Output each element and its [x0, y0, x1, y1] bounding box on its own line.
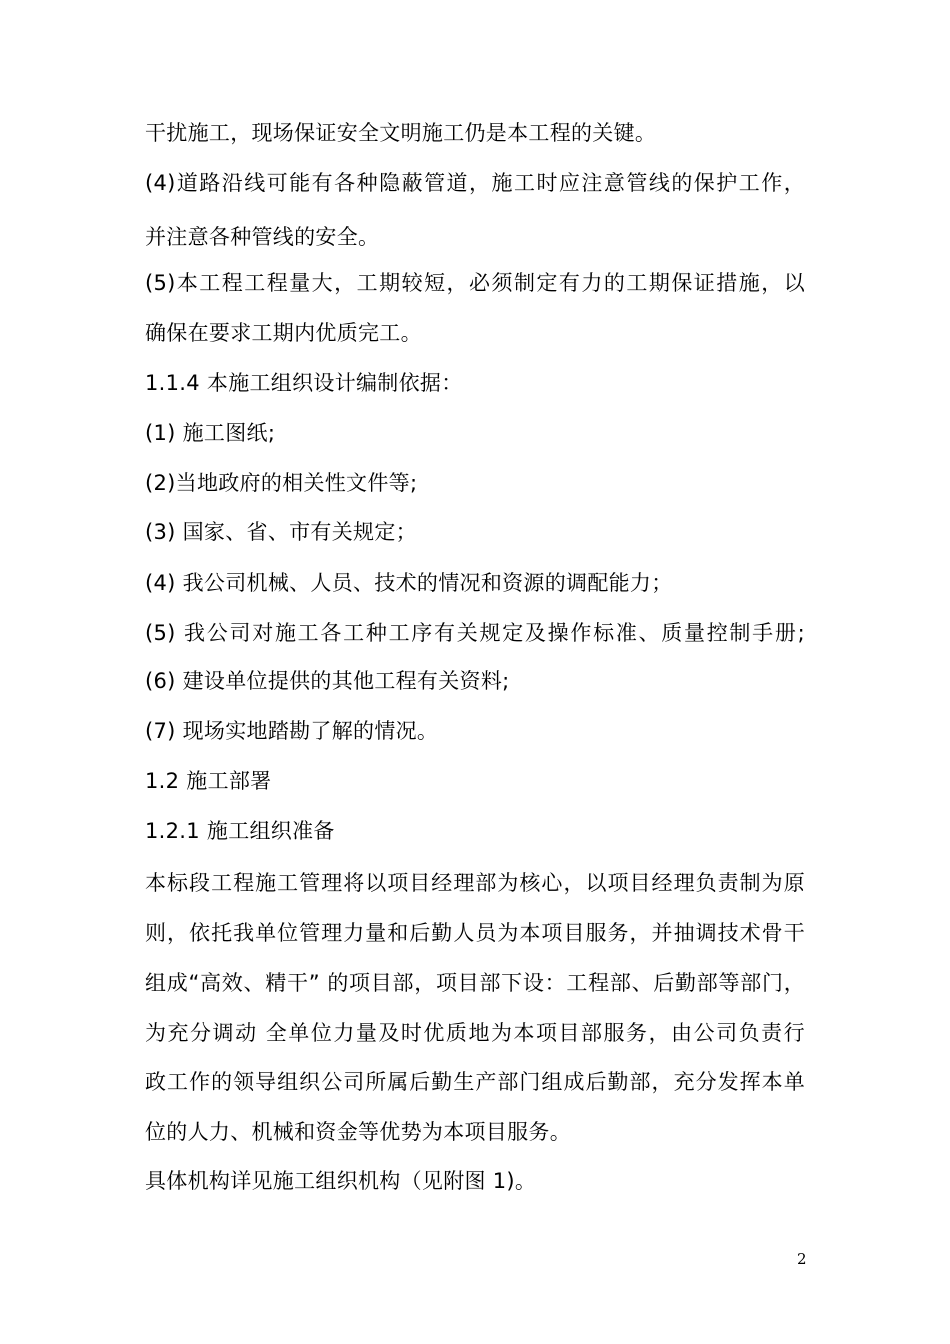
paragraph-line: 位的人力、机械和资金等优势为本项目服务。: [145, 1120, 571, 1144]
list-item: (6) 建设单位提供的其他工程有关资料;: [145, 669, 510, 693]
paragraph-line: 具体机构详见施工组织机构（见附图 1)。: [145, 1169, 537, 1193]
list-item: (4) 我公司机械、人员、技术的情况和资源的调配能力；: [145, 571, 673, 595]
list-item: (1) 施工图纸;: [145, 421, 276, 445]
paragraph-line: (4)道路沿线可能有各种隐蔽管道，施工时应注意管线的保护工作，: [145, 171, 805, 195]
list-item: (5) 我公司对施工各工种工序有关规定及操作标准、质量控制手册;: [145, 621, 805, 645]
paragraph-line: 组成“高效、精干” 的项目部，项目部下设：工程部、后勤部等部门，: [145, 971, 805, 995]
paragraph-line: 并注意各种管线的安全。: [145, 225, 380, 249]
paragraph-line: 为充分调动 全单位力量及时优质地为本项目部服务，由公司负责行: [145, 1021, 805, 1045]
list-item: (7) 现场实地踏勘了解的情况。: [145, 719, 439, 743]
paragraph-line: 则，依托我单位管理力量和后勤人员为本项目服务，并抽调技术骨干: [145, 921, 805, 945]
list-item: (3) 国家、省、市有关规定；: [145, 520, 417, 544]
subsection-heading: 1.2.1 施工组织准备: [145, 819, 335, 843]
page-number: 2: [797, 1250, 807, 1268]
list-item: (2)当地政府的相关性文件等;: [145, 471, 418, 495]
paragraph-line: (5)本工程工程量大，工期较短，必须制定有力的工期保证措施，以: [145, 271, 805, 295]
paragraph-line: 政工作的领导组织公司所属后勤生产部门组成后勤部，充分发挥本单: [145, 1070, 805, 1094]
section-heading: 1.2 施工部署: [145, 769, 272, 793]
paragraph-line: 干扰施工，现场保证安全文明施工仍是本工程的关键。: [145, 121, 657, 145]
paragraph-line: 确保在要求工期内优质完工。: [145, 321, 422, 345]
section-heading: 1.1.4 本施工组织设计编制依据：: [145, 371, 463, 395]
paragraph-line: 本标段工程施工管理将以项目经理部为核心，以项目经理负责制为原: [145, 871, 805, 895]
